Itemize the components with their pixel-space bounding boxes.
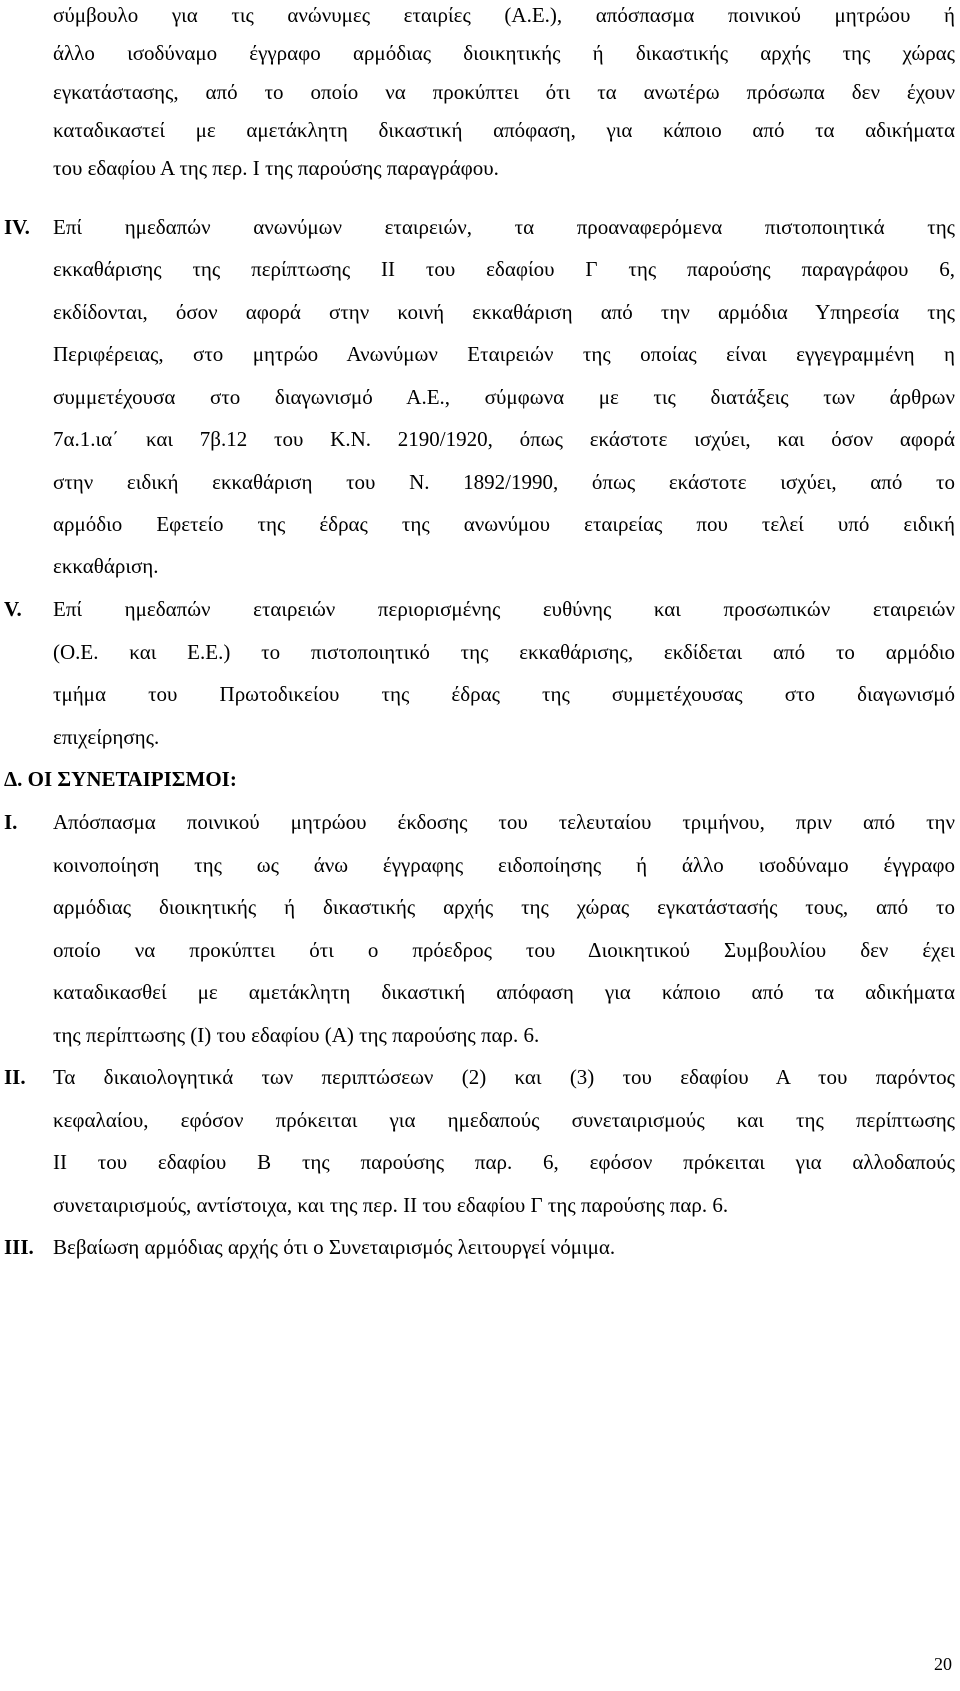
paragraph-line: καταδικασθεί με αμετάκλητη δικαστική απόφαση για κάποιο από τα αδικήματα xyxy=(53,980,955,1004)
paragraph-line: εκκαθάρισης της περίπτωσης ΙΙ του εδαφίου Γ της παρούσης παραγράφου 6, xyxy=(53,257,955,281)
paragraph-line: εκδίδονται, όσον αφορά στην κοινή εκκαθάριση από την αρμόδια Υπηρεσία της xyxy=(53,300,955,324)
paragraph-line: καταδικαστεί με αμετάκλητη δικαστική απόφαση, για κάποιο από τα αδικήματα xyxy=(53,118,955,142)
paragraph-line: στην ειδική εκκαθάριση του Ν. 1892/1990, όπως εκάστοτε ισχύει, από το xyxy=(53,470,955,494)
page-number: 20 xyxy=(934,1654,952,1674)
paragraph-line: τμήμα του Πρωτοδικείου της έδρας της συμμετέχουσας στο διαγωνισμό xyxy=(53,682,955,706)
paragraph-line: άλλο ισοδύναμο έγγραφο αρμόδιας διοικητικής ή δικαστικής αρχής της χώρας xyxy=(53,41,955,65)
paragraph-line: (Ο.Ε. και Ε.Ε.) το πιστοποιητικό της εκκαθάρισης, εκδίδεται από το αρμόδιο xyxy=(53,640,955,664)
paragraph-line: ΙΙ του εδαφίου Β της παρούσης παρ. 6, εφόσον πρόκειται για αλλοδαπούς xyxy=(53,1150,955,1174)
paragraph-line: του εδαφίου Α της περ. Ι της παρούσης παραγράφου. xyxy=(53,156,499,180)
item-number: V. xyxy=(4,597,22,621)
section-heading: Δ. ΟΙ ΣΥΝΕΤΑΙΡΙΣΜΟΙ: xyxy=(4,767,237,791)
paragraph-line: οποίο να προκύπτει ότι ο πρόεδρος του Διοικητικού Συμβουλίου δεν έχει xyxy=(53,938,955,962)
item-number: ΙΙ. xyxy=(4,1065,26,1089)
paragraph-line: Τα δικαιολογητικά των περιπτώσεων (2) και (3) του εδαφίου Α του παρόντος xyxy=(53,1065,955,1089)
paragraph-line: συνεταιρισμούς, αντίστοιχα, και της περ. ΙΙ του εδαφίου Γ της παρούσης παρ. 6. xyxy=(53,1193,729,1217)
item-number: Ι. xyxy=(4,810,18,834)
paragraph-line: αρμόδιο Εφετείο της έδρας της ανωνύμου εταιρείας που τελεί υπό ειδική xyxy=(53,512,955,536)
paragraph-line: εκκαθάριση. xyxy=(53,554,159,578)
paragraph-line: κοινοποίηση της ως άνω έγγραφης ειδοποίησης ή άλλο ισοδύναμο έγγραφο xyxy=(53,853,955,877)
paragraph-line: επιχείρησης. xyxy=(53,725,160,749)
paragraph-line: 7α.1.ια΄ και 7β.12 του Κ.Ν. 2190/1920, όπως εκάστοτε ισχύει, και όσον αφορά xyxy=(53,427,955,451)
paragraph-line: αρμόδιας διοικητικής ή δικαστικής αρχής της χώρας εγκατάστασής τους, από το xyxy=(53,895,955,919)
paragraph-line: Επί ημεδαπών εταιρειών περιορισμένης ευθύνης και προσωπικών εταιρειών xyxy=(53,597,955,621)
paragraph-line: εγκατάστασης, από το οποίο να προκύπτει ότι τα ανωτέρω πρόσωπα δεν έχουν xyxy=(53,80,955,104)
paragraph-line: της περίπτωσης (Ι) του εδαφίου (Α) της παρούσης παρ. 6. xyxy=(53,1023,540,1047)
paragraph-line: κεφαλαίου, εφόσον πρόκειται για ημεδαπούς συνεταιρισμούς και της περίπτωσης xyxy=(53,1108,955,1132)
paragraph-line: συμμετέχουσα στο διαγωνισμό Α.Ε., σύμφωνα με τις διατάξεις των άρθρων xyxy=(53,385,955,409)
paragraph-line: σύμβουλο για τις ανώνυμες εταιρίες (Α.Ε.), απόσπασμα ποινικού μητρώου ή xyxy=(53,3,955,27)
paragraph-line: Απόσπασμα ποινικού μητρώου έκδοσης του τελευταίου τριμήνου, πριν από την xyxy=(53,810,955,834)
item-number: ΙΙΙ. xyxy=(4,1235,34,1259)
paragraph-line: Βεβαίωση αρμόδιας αρχής ότι ο Συνεταιρισμός λειτουργεί νόμιμα. xyxy=(53,1235,616,1259)
paragraph-line: Επί ημεδαπών ανωνύμων εταιρειών, τα προαναφερόμενα πιστοποιητικά της xyxy=(53,215,955,239)
paragraph-line: Περιφέρειας, στο μητρώο Ανωνύμων Εταιρειών της οποίας είναι εγγεγραμμένη η xyxy=(53,342,955,366)
item-number: IV. xyxy=(4,215,30,239)
